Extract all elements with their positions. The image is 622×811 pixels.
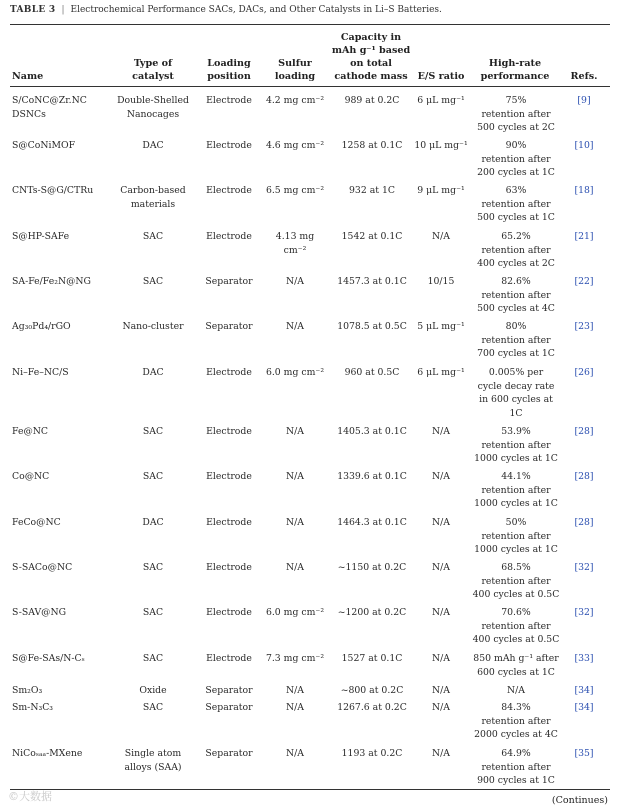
cell-line: Oxide bbox=[139, 685, 167, 696]
cell-line: 4.2 mg cm⁻² bbox=[265, 95, 325, 106]
cell-es: 10 μL mg⁻¹ bbox=[414, 140, 468, 151]
cell-line: N/A bbox=[286, 321, 304, 332]
cell-line: 53.9% bbox=[501, 426, 531, 437]
cell-pos: Electrode bbox=[206, 607, 252, 618]
cell-cap: 1267.6 at 0.2C bbox=[337, 702, 407, 713]
cell-name bbox=[12, 470, 117, 484]
cell-line: cm⁻² bbox=[283, 244, 307, 256]
cell-line: 850 mAh g⁻¹ after bbox=[473, 653, 559, 664]
reference-link[interactable]: [35] bbox=[574, 748, 594, 759]
cell-line: SAC bbox=[142, 607, 164, 618]
cell-line: CNTs-S@G/CTRu bbox=[12, 185, 94, 196]
reference-link[interactable]: [21] bbox=[574, 231, 594, 242]
cell-line: Sm₂O₃ bbox=[12, 685, 43, 696]
cell-pos: Electrode bbox=[206, 426, 252, 437]
cell-line: 2000 cycles at 4C bbox=[474, 729, 558, 741]
cell-name bbox=[12, 275, 117, 289]
cell-line: S@Fe-SAs/N-Cₛ bbox=[12, 653, 85, 664]
cell-line: SAC bbox=[142, 653, 164, 664]
cell-line: S/CoNC@Zr.NC bbox=[12, 95, 87, 106]
reference-link[interactable]: [28] bbox=[574, 426, 594, 437]
reference-link[interactable]: [26] bbox=[574, 367, 594, 378]
cell-sulfur bbox=[262, 606, 328, 620]
cell-line: 400 cycles at 2C bbox=[477, 258, 555, 270]
cell-es: 5 μL mg⁻¹ bbox=[417, 321, 465, 332]
cell-line: SAC bbox=[142, 702, 164, 713]
reference-link[interactable]: [34] bbox=[574, 702, 594, 713]
cell-line: 1C bbox=[509, 407, 523, 419]
cell-line: SAC bbox=[142, 471, 164, 482]
cell-es: N/A bbox=[432, 517, 450, 528]
cell-type bbox=[112, 561, 194, 575]
cell-name bbox=[12, 684, 117, 698]
top-rule bbox=[10, 24, 610, 25]
cell-es: N/A bbox=[432, 653, 450, 664]
cell-line: in 600 cycles at bbox=[479, 394, 553, 406]
header-sulfur: Sulfur loading bbox=[274, 58, 316, 82]
cell-line: SAC bbox=[142, 231, 164, 242]
header-name: Name bbox=[12, 71, 44, 82]
cell-line: 500 cycles at 2C bbox=[477, 122, 555, 134]
header-loading: Loading position bbox=[207, 58, 251, 82]
cell-type bbox=[112, 652, 194, 666]
reference-link[interactable]: [34] bbox=[574, 685, 594, 696]
cell-rate bbox=[470, 275, 562, 316]
cell-type bbox=[112, 747, 194, 774]
cell-es: 6 μL mg⁻¹ bbox=[417, 95, 465, 106]
cell-name bbox=[12, 561, 117, 575]
continues-note: (Continues) bbox=[551, 795, 608, 806]
cell-line: 84.3% bbox=[501, 702, 531, 713]
reference-link[interactable]: [18] bbox=[574, 185, 594, 196]
cell-es: 10/15 bbox=[427, 276, 455, 287]
cell-line: 75% bbox=[505, 95, 527, 106]
cell-rate bbox=[470, 701, 562, 742]
cell-line: retention after bbox=[481, 244, 551, 256]
cell-pos: Separator bbox=[205, 702, 253, 713]
cell-cap: 932 at 1C bbox=[349, 185, 395, 196]
cell-pos: Electrode bbox=[206, 471, 252, 482]
cell-cap: 1542 at 0.1C bbox=[341, 231, 403, 242]
reference-link[interactable]: [23] bbox=[574, 321, 594, 332]
header-capacity: Capacity in mAh g⁻¹ based on total cathode mass bbox=[331, 32, 411, 82]
cell-sulfur bbox=[262, 701, 328, 715]
cell-line: SAC bbox=[142, 562, 164, 573]
cell-line: 7.3 mg cm⁻² bbox=[265, 653, 325, 664]
cell-line: N/A bbox=[286, 471, 304, 482]
cell-sulfur bbox=[262, 470, 328, 484]
cell-rate bbox=[470, 470, 562, 511]
cell-line: Nano-cluster bbox=[122, 321, 184, 332]
cell-line: 400 cycles at 0.5C bbox=[472, 589, 560, 601]
cell-pos: Electrode bbox=[206, 367, 252, 378]
cell-line: 70.6% bbox=[501, 607, 531, 618]
cell-sulfur bbox=[262, 94, 328, 108]
cell-cap: 1078.5 at 0.5C bbox=[337, 321, 407, 332]
cell-es: N/A bbox=[432, 607, 450, 618]
table-title: Electrochemical Performance SACs, DACs, and Other Catalysts in Li–S Batteries. bbox=[70, 5, 442, 15]
cell-type bbox=[112, 516, 194, 530]
cell-line: 64.9% bbox=[501, 748, 531, 759]
cell-es: N/A bbox=[432, 471, 450, 482]
cell-line: Ni–Fe–NC/S bbox=[12, 367, 69, 378]
cell-line: 6.0 mg cm⁻² bbox=[265, 367, 325, 378]
cell-line: 65.2% bbox=[501, 231, 531, 242]
cell-pos: Electrode bbox=[206, 653, 252, 664]
cell-sulfur bbox=[262, 561, 328, 575]
header-rate: High-rate performance bbox=[480, 58, 550, 82]
cell-type bbox=[112, 701, 194, 715]
cell-line: N/A bbox=[286, 517, 304, 528]
cell-line: 700 cycles at 1C bbox=[477, 348, 555, 360]
cell-sulfur bbox=[262, 652, 328, 666]
reference-link[interactable]: [28] bbox=[574, 517, 594, 528]
cell-cap: ~800 at 0.2C bbox=[340, 685, 404, 696]
cell-line: FeCo@NC bbox=[12, 517, 61, 528]
cell-cap: 989 at 0.2C bbox=[344, 95, 400, 106]
cell-line: 200 cycles at 1C bbox=[477, 167, 555, 179]
cell-pos: Electrode bbox=[206, 231, 252, 242]
cell-pos: Electrode bbox=[206, 140, 252, 151]
cell-sulfur bbox=[262, 516, 328, 530]
cell-line: 44.1% bbox=[501, 471, 531, 482]
cell-line: 0.005% per bbox=[488, 367, 544, 378]
cell-line: N/A bbox=[286, 748, 304, 759]
cell-type bbox=[112, 275, 194, 289]
cell-pos: Electrode bbox=[206, 185, 252, 196]
cell-line: retention after bbox=[481, 108, 551, 120]
cell-sulfur bbox=[262, 275, 328, 289]
cell-type bbox=[112, 320, 194, 334]
cell-es: N/A bbox=[432, 562, 450, 573]
cell-name bbox=[12, 701, 117, 715]
cell-line: 68.5% bbox=[501, 562, 531, 573]
cell-name bbox=[12, 230, 117, 244]
cell-cap: ~1150 at 0.2C bbox=[337, 562, 407, 573]
cell-line: Fe@NC bbox=[12, 426, 48, 437]
cell-rate bbox=[470, 230, 562, 271]
watermark: ©大数据 bbox=[8, 790, 52, 803]
cell-line: NiCoₛₐₐ-MXene bbox=[12, 748, 83, 759]
cell-es: N/A bbox=[432, 685, 450, 696]
cell-line: alloys (SAA) bbox=[124, 761, 182, 773]
cell-cap: ~1200 at 0.2C bbox=[337, 607, 407, 618]
cell-line: SA-Fe/Fe₂N@NG bbox=[12, 276, 91, 287]
cell-rate bbox=[470, 94, 562, 135]
cell-type bbox=[112, 425, 194, 439]
cell-rate bbox=[470, 139, 562, 180]
cell-line: Double-Shelled bbox=[117, 95, 189, 106]
cell-rate bbox=[470, 747, 562, 788]
cell-name bbox=[12, 366, 117, 380]
cell-line: 50% bbox=[505, 517, 527, 528]
cell-name bbox=[12, 139, 117, 153]
cell-pos: Electrode bbox=[206, 517, 252, 528]
cell-name bbox=[12, 516, 117, 530]
cell-pos: Separator bbox=[205, 748, 253, 759]
cell-sulfur bbox=[262, 425, 328, 439]
cell-line: N/A bbox=[286, 426, 304, 437]
cell-line: Carbon-based bbox=[120, 185, 186, 196]
cell-rate bbox=[470, 516, 562, 557]
cell-line: retention after bbox=[481, 289, 551, 301]
cell-line: DAC bbox=[142, 367, 164, 378]
cell-cap: 1457.3 at 0.1C bbox=[337, 276, 407, 287]
cell-line: 82.6% bbox=[501, 276, 531, 287]
header-es-ratio: E/S ratio bbox=[417, 71, 465, 82]
cell-line: retention after bbox=[481, 439, 551, 451]
cell-name bbox=[12, 184, 117, 198]
reference-link[interactable]: [9] bbox=[577, 95, 591, 106]
cell-pos: Separator bbox=[205, 276, 253, 287]
reference-link[interactable]: [28] bbox=[574, 471, 594, 482]
cell-rate bbox=[470, 425, 562, 466]
cell-line: 4.13 mg bbox=[275, 231, 315, 242]
cell-line: Single atom bbox=[124, 748, 182, 759]
reference-link[interactable]: [10] bbox=[574, 140, 594, 151]
cell-line: 1000 cycles at 1C bbox=[474, 498, 558, 510]
reference-link[interactable]: [33] bbox=[574, 653, 594, 664]
cell-line: S-SACo@NC bbox=[12, 562, 73, 573]
reference-link[interactable]: [32] bbox=[574, 562, 594, 573]
cell-type bbox=[112, 684, 194, 698]
cell-sulfur bbox=[262, 747, 328, 761]
cell-line: retention after bbox=[481, 575, 551, 587]
cell-line: DAC bbox=[142, 140, 164, 151]
cell-type bbox=[112, 184, 194, 211]
header-rule bbox=[10, 86, 610, 87]
cell-line: 900 cycles at 1C bbox=[477, 775, 555, 787]
cell-pos: Separator bbox=[205, 321, 253, 332]
cell-line: Sm-N₃C₃ bbox=[12, 702, 54, 713]
cell-sulfur bbox=[262, 684, 328, 698]
cell-line: 400 cycles at 0.5C bbox=[472, 634, 560, 646]
cell-rate bbox=[470, 684, 562, 698]
cell-line: retention after bbox=[481, 334, 551, 346]
cell-line: retention after bbox=[481, 198, 551, 210]
cell-line: 600 cycles at 1C bbox=[477, 666, 555, 678]
cell-line: 80% bbox=[505, 321, 527, 332]
cell-line: cycle decay rate bbox=[477, 380, 555, 392]
cell-line: S@HP-SAFe bbox=[12, 231, 70, 242]
cell-rate bbox=[470, 320, 562, 361]
cell-cap: 1258 at 0.1C bbox=[341, 140, 403, 151]
table-caption: TABLE 3 | Electrochemical Performance SACs, DACs, and Other Catalysts in Li–S Batteries. bbox=[10, 5, 442, 15]
cell-cap: 1527 at 0.1C bbox=[341, 653, 403, 664]
cell-line: 63% bbox=[505, 185, 527, 196]
cell-sulfur bbox=[262, 320, 328, 334]
cell-es: N/A bbox=[432, 426, 450, 437]
cell-pos: Electrode bbox=[206, 562, 252, 573]
cell-line: N/A bbox=[286, 276, 304, 287]
cell-line: DAC bbox=[142, 517, 164, 528]
cell-line: 500 cycles at 1C bbox=[477, 212, 555, 224]
cell-es: N/A bbox=[432, 702, 450, 713]
cell-line: retention after bbox=[481, 761, 551, 773]
cell-cap: 1405.3 at 0.1C bbox=[337, 426, 407, 437]
cell-cap: 1193 at 0.2C bbox=[341, 748, 403, 759]
cell-name bbox=[12, 652, 117, 666]
cell-name bbox=[12, 606, 117, 620]
cell-line: SAC bbox=[142, 276, 164, 287]
cell-sulfur bbox=[262, 230, 328, 257]
cell-es: N/A bbox=[432, 231, 450, 242]
cell-line: 6.5 mg cm⁻² bbox=[265, 185, 325, 196]
cell-line: N/A bbox=[507, 685, 525, 696]
cell-line: retention after bbox=[481, 620, 551, 632]
cell-line: N/A bbox=[286, 702, 304, 713]
cell-es: 6 μL mg⁻¹ bbox=[417, 367, 465, 378]
cell-cap: 1464.3 at 0.1C bbox=[337, 517, 407, 528]
bottom-rule bbox=[10, 789, 610, 790]
cell-line: S-SAV@NG bbox=[12, 607, 67, 618]
cell-line: materials bbox=[130, 198, 176, 210]
cell-type bbox=[112, 366, 194, 380]
cell-line: N/A bbox=[286, 562, 304, 573]
cell-line: S@CoNiMOF bbox=[12, 140, 76, 151]
cell-line: Ag₃₀Pd₄/rGO bbox=[12, 321, 71, 332]
cell-line: 90% bbox=[505, 140, 527, 151]
cell-rate bbox=[470, 652, 562, 679]
cell-line: N/A bbox=[286, 685, 304, 696]
cell-name bbox=[12, 94, 117, 121]
header-type: Type of catalyst bbox=[132, 58, 174, 82]
cell-rate bbox=[470, 606, 562, 647]
cell-line: 1000 cycles at 1C bbox=[474, 453, 558, 465]
cell-pos: Electrode bbox=[206, 95, 252, 106]
cell-type bbox=[112, 94, 194, 121]
cell-name bbox=[12, 425, 117, 439]
reference-link[interactable]: [22] bbox=[574, 276, 594, 287]
cell-sulfur bbox=[262, 366, 328, 380]
cell-line: retention after bbox=[481, 153, 551, 165]
cell-type bbox=[112, 470, 194, 484]
cell-line: 500 cycles at 4C bbox=[477, 303, 555, 315]
cell-cap: 1339.6 at 0.1C bbox=[337, 471, 407, 482]
cell-rate bbox=[470, 184, 562, 225]
cell-line: DSNCs bbox=[12, 108, 46, 120]
cell-type bbox=[112, 606, 194, 620]
cell-name bbox=[12, 320, 117, 334]
cell-es: 9 μL mg⁻¹ bbox=[417, 185, 465, 196]
table-label: TABLE 3 bbox=[10, 5, 56, 15]
cell-cap: 960 at 0.5C bbox=[344, 367, 400, 378]
cell-sulfur bbox=[262, 139, 328, 153]
cell-type bbox=[112, 139, 194, 153]
cell-line: 6.0 mg cm⁻² bbox=[265, 607, 325, 618]
cell-line: Nanocages bbox=[126, 108, 180, 120]
cell-pos: Separator bbox=[205, 685, 253, 696]
cell-sulfur bbox=[262, 184, 328, 198]
cell-rate bbox=[470, 366, 562, 420]
cell-name bbox=[12, 747, 117, 761]
cell-line: Co@NC bbox=[12, 471, 50, 482]
cell-line: SAC bbox=[142, 426, 164, 437]
cell-es: N/A bbox=[432, 748, 450, 759]
reference-link[interactable]: [32] bbox=[574, 607, 594, 618]
cell-rate bbox=[470, 561, 562, 602]
cell-type bbox=[112, 230, 194, 244]
cell-line: 4.6 mg cm⁻² bbox=[265, 140, 325, 151]
header-refs: Refs. bbox=[570, 71, 598, 82]
cell-line: 1000 cycles at 1C bbox=[474, 544, 558, 556]
cell-line: retention after bbox=[481, 530, 551, 542]
cell-line: retention after bbox=[481, 715, 551, 727]
cell-line: retention after bbox=[481, 484, 551, 496]
